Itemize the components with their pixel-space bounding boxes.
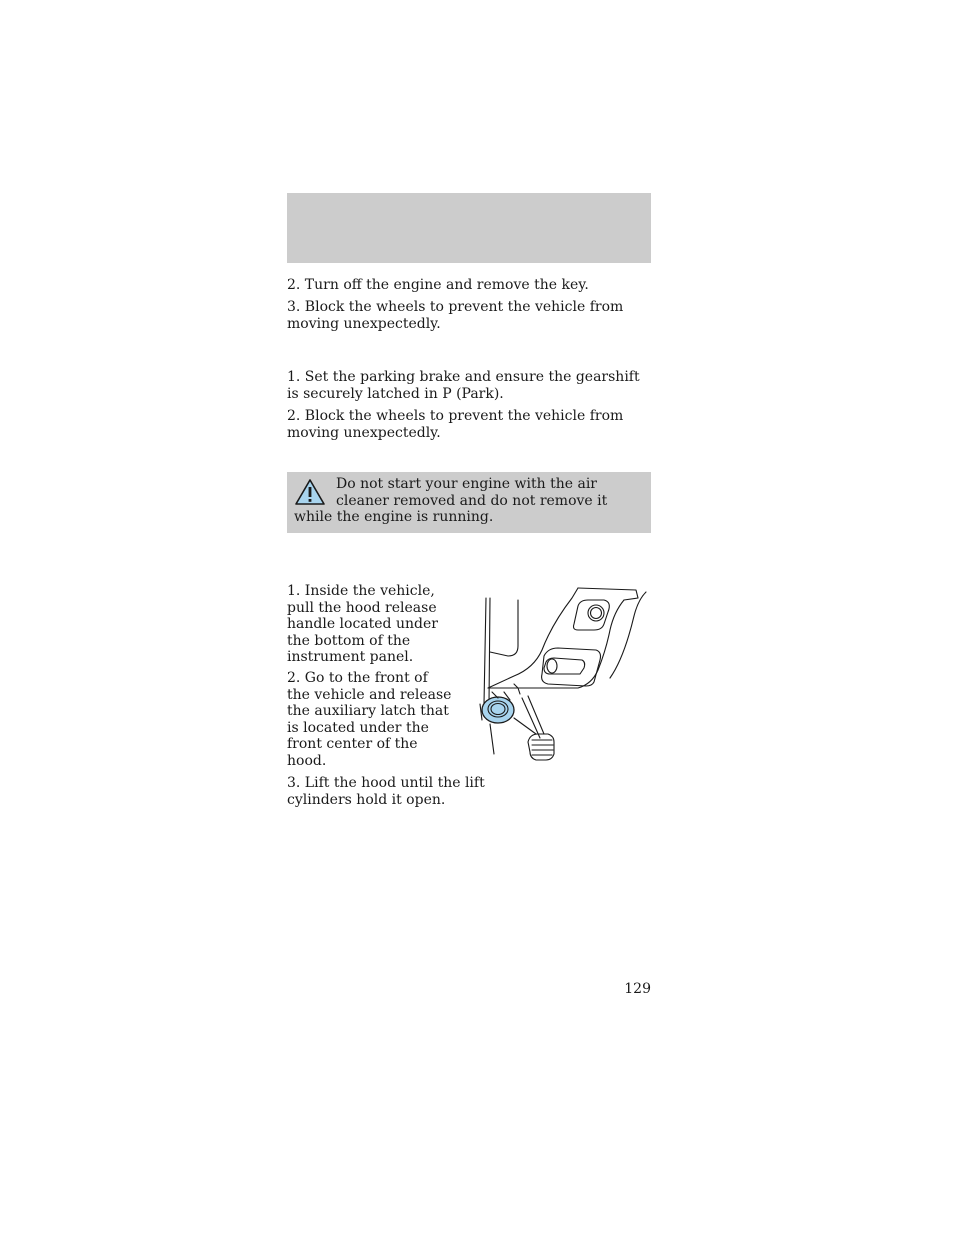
automatic-step-2: 2. Block the wheels to prevent the vehicle from moving unexpectedly.	[287, 408, 624, 441]
parking-step-3: 3. Block the wheels to prevent the vehicle from moving unexpectedly.	[287, 299, 624, 332]
parking-step-2: 2. Turn off the engine and remove the key.	[287, 277, 589, 293]
hood-step-2: 2. Go to the front of the vehicle and release the auxiliary latch that is located under the front center of the hood.	[287, 670, 452, 769]
warning-text	[294, 476, 646, 526]
automatic-step-1: 1. Set the parking brake and ensure the gearshift is securely latched in P (Park).	[287, 369, 640, 402]
section-header-band	[287, 193, 651, 263]
hood-release-handle-illustration	[474, 584, 652, 766]
hood-step-1: 1. Inside the vehicle, pull the hood release handle located under the bottom of the instrument panel.	[287, 583, 438, 665]
warning-message: Do not start your engine with the air cleaner removed and do not remove it while the engine is running.	[294, 476, 608, 525]
warning-box	[287, 472, 651, 533]
hood-step-3: 3. Lift the hood until the lift cylinders hold it open.	[287, 775, 485, 808]
page-number: 129	[624, 981, 651, 997]
